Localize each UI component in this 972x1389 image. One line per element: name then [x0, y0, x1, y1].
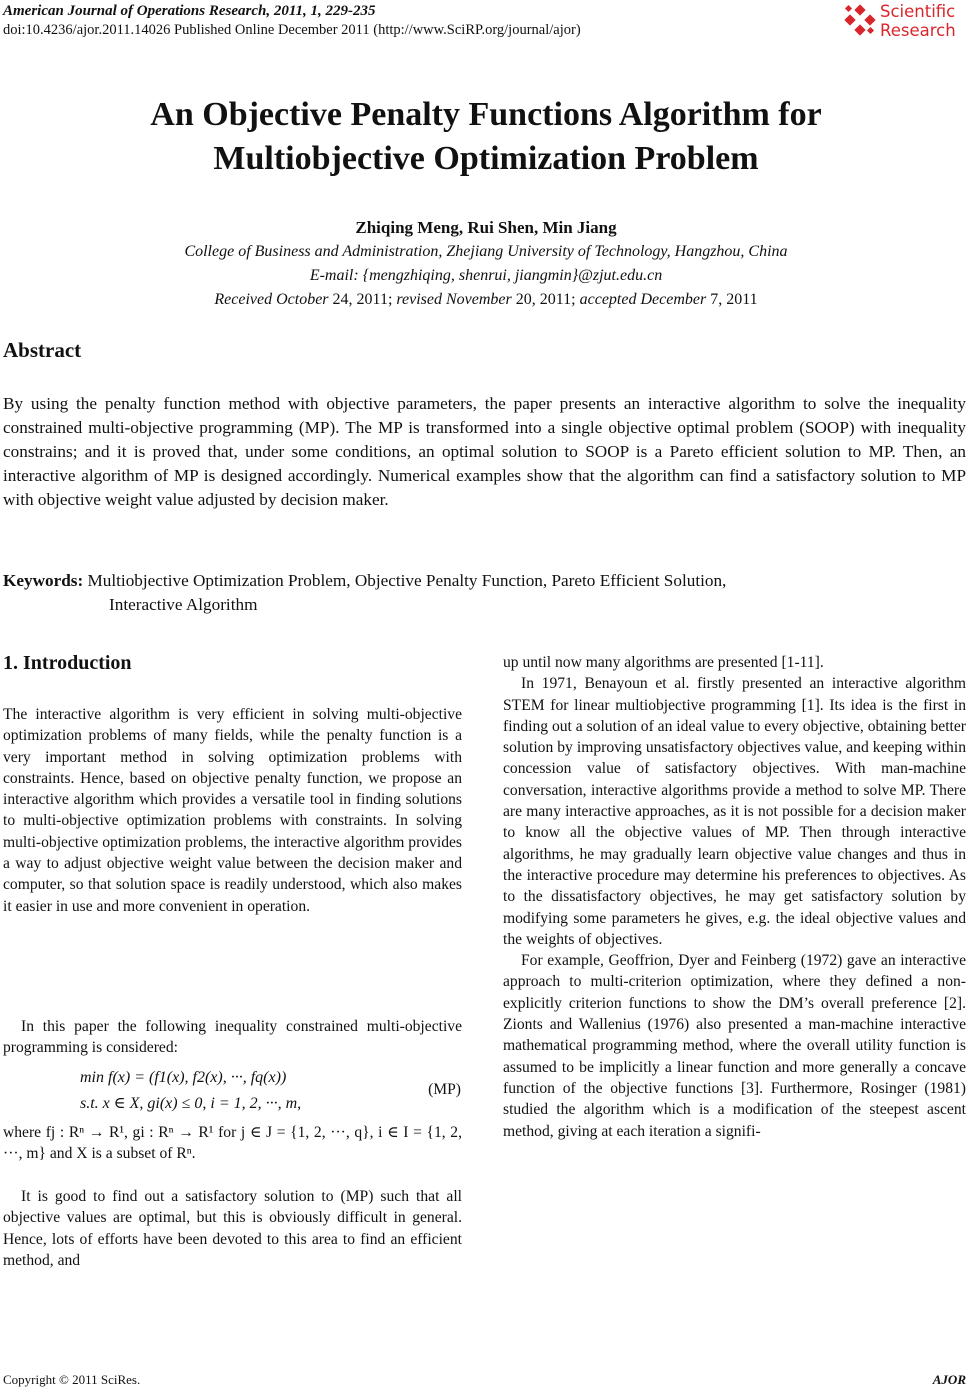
keywords-line1: Multiobjective Optimization Problem, Objective Penalty Function, Pareto Efficient Solution,: [83, 571, 727, 590]
equation-tag: (MP): [428, 1081, 461, 1098]
intro-paragraph-2: In this paper the following inequality constrained multi-objective programming is considered:: [3, 1018, 462, 1057]
right-paragraph-1: up until now many algorithms are presented [1-11].: [503, 654, 824, 671]
logo-text-line1: Scientific: [880, 2, 956, 21]
logo-mark-icon: [846, 6, 876, 36]
doi-line: doi:10.4236/ajor.2011.14026 Published Online December 2011 (http://www.SciRP.org/journal/ajor): [3, 22, 581, 38]
received-dates: Received October 24, 2011; revised November 20, 2011; accepted December 7, 2011: [214, 291, 758, 308]
keywords: [3, 569, 966, 617]
journal-citation: , 2011, 1, 229-235: [266, 3, 376, 19]
intro-paragraph-3: where fj : Rⁿ → R¹, gi : Rⁿ → R¹ for j ∈ J = {1, 2, ···, q}, i ∈ I = {1, 2, ···, m} and X is a subset of Rⁿ.: [3, 1124, 462, 1163]
authors: Zhiqing Meng, Rui Shen, Min Jiang: [355, 218, 617, 237]
affiliation: College of Business and Administration, Zhejiang University of Technology, Hangzhou, China: [184, 243, 788, 260]
equation-line-2: s.t. x ∈ X, gi(x) ≤ 0, i = 1, 2, ···, m,: [80, 1095, 302, 1112]
section-heading: 1. Introduction: [3, 652, 132, 674]
abstract-text: By using the penalty function method with objective parameters, the paper presents an interactive algorithm to solve the inequality constrained multi-objective programming (MP). The MP is transformed into a single objective optimal problem (SOOP) with inequality constrains; and it is proved that, under some conditions, an optimal solution to SOOP is a Pareto efficient solution to MP. Then, an interactive algorithm of MP is designed accordingly. Numerical examples show that the algorithm can find a satisfactory solution to MP with objective weight value adjusted by decision maker.: [3, 394, 966, 509]
abstract-heading: Abstract: [3, 338, 82, 362]
keywords-line2: Interactive Algorithm: [109, 595, 258, 614]
title-line-2: Multiobjective Optimization Problem: [213, 140, 759, 177]
journal-name: American Journal of Operations Research: [3, 3, 267, 19]
keywords-label: Keywords:: [3, 571, 84, 590]
equation-line-1: min f(x) = (f1(x), f2(x), ···, fq(x)): [80, 1069, 287, 1086]
intro-paragraph-1: The interactive algorithm is very efficient in solving multi-objective optimization problems of many fields, while the penalty function is a very important method in solving optimization problems with constraints. Hence, based on objective penalty function, we propose an interactive algorithm which provides a versatile tool in finding solutions to multi-objective optimization problems with constraints. In solving multi-objective optimization problems, the interactive algorithm provides a way to adjust objective weight value between the decision maker and computer, so that solution space is readily understood, which also makes it easier in use and more convenient in operation.: [3, 706, 462, 915]
right-column: [503, 652, 966, 1142]
title-line-1: An Objective Penalty Functions Algorithm for: [150, 96, 822, 133]
intro-paragraph-4: It is good to find out a satisfactory solution to (MP) such that all objective values are optimal, but this is obviously difficult in general. Hence, lots of efforts have been devoted to this area to find an efficient method, and: [3, 1188, 462, 1269]
footer-copyright: Copyright © 2011 SciRes.: [3, 1372, 141, 1387]
paper-title: [0, 93, 972, 181]
publisher-logo: [838, 2, 968, 42]
equation-mp: [80, 1065, 465, 1117]
logo-text-line2: Research: [880, 21, 956, 40]
footer-journal: AJOR: [932, 1372, 966, 1387]
right-paragraph-3: For example, Geoffrion, Dyer and Feinberg (1972) gave an interactive approach to multi-criterion optimization, where they defined a non-explicitly criterion functions to show the DM’s overall preference [2]. Zionts and Wallenius (1976) also presented a man-machine interactive mathematical programming method, where the overall utility function is assumed to be implicitly a linear function and more generally a concave function of the objective functions [3]. Furthermore, Rosinger (1981) studied the algorithm which is a modification of the steepest ascent method, giving at each iteration a signifi-: [503, 952, 966, 1140]
running-header: [3, 2, 581, 40]
right-paragraph-2: In 1971, Benayoun et al. firstly presented an interactive algorithm STEM for linear multiobjective programming [1]. Its idea is the first in finding out a solution of an ideal value to every objective, obtaining better solution by improving unsatisfactory objectives value, and keeping within concession value of satisfactory objectives. With man-machine conversation, interactive algorithms provide a method to solve MP. There are many interactive approaches, as it is not possible for a decision maker to know all the objective values of MP. Then through interactive algorithms, he may gradually learn objective value changes and thus in the interactive procedure may determine his preferences to objectives. As to the dissatisfactory objectives, he may get satisfactory solution by modifying some parameters he gives, e.g. the ideal objective values and the weights of objectives.: [503, 675, 966, 948]
email: E-mail: {mengzhiqing, shenrui, jiangmin}@zjut.edu.cn: [309, 267, 663, 284]
